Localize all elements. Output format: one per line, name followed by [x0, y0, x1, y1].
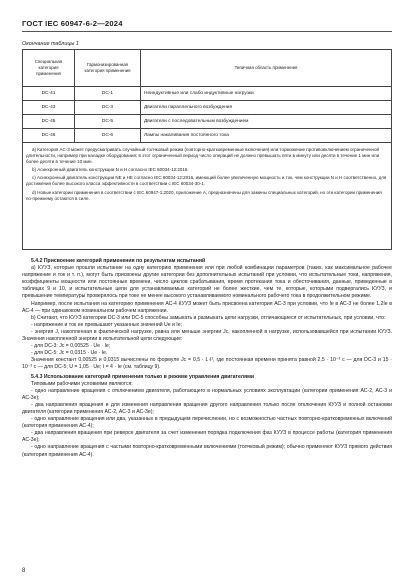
table-cell: Неиндуктивные или слабо индуктивные нагрузки — [141, 87, 392, 101]
table-note: а) Категория АС-3 может предусматривать случайный толчковый режим (повторно-кратковременные включения) или торможение противовключением ограниченной длительности, например при наладке оборудования; в этот ограниченный период число операций не должно превышать пяти в минуту или десяти в течение 1 мин или более десяти в течение 10 мин. — [26, 147, 380, 165]
table-cell: DC-1 — [75, 87, 141, 101]
table-cell: Лампы накаливания постоянного тока — [141, 129, 392, 143]
paragraph: Значения констант 0,00525 и 0,0315 вычислены по формуле Jc = 0,5 · L·I², где постоянная времени принята равной 2,5 · 10⁻³ с — для DC-3 и 15 · 10⁻³ с — для DC-5; U = 1,05 · Ue; I = 4 · Ie (см. таблицу 9). — [22, 357, 392, 371]
table-header-row — [23, 50, 392, 87]
table-note: d) Новые категории применения в соответствии с IEC 60947-1:2020, приложение А, предназначены для замены специальных категорий, но эти категории применения по-прежнему остаются в силе. — [26, 189, 382, 201]
list-item: - два направления вращения и для изменения направления вращения другого направления только после отключения КУУЗ и полной остановки двигателя (категории применения АС-2, АС-3 и АС-3е); — [22, 401, 392, 415]
list-item: - напряжение и ток не превышают указанных значений Ue и Ie; — [31, 321, 183, 328]
table-cell: DC-43 — [23, 101, 75, 115]
table-cell: DC-3 — [75, 101, 141, 115]
applications-table — [22, 49, 392, 250]
table-cell: DC-5 — [75, 115, 141, 129]
paragraph: b) Считают, что КУУЗ категории DC-3 или DC-5 способны замыкать и размыкать цепи нагрузки, отличающиеся от испытательных, при условии, что: — [31, 314, 386, 321]
table-cell: DC-41 — [23, 87, 75, 101]
paragraph: а) КУУЗ, которые прошли испытание на одну категорию применения или при любой комбинации параметров (таких, как максимальное рабочее напряжение и ток и т. п.), могут быть присвоены другие категории без дополнительных испытаний при условии, что испытательные токи, напряжения, коэффициенты мощности или постоянные времени, число циклов срабатывания, время протекания тока и обесточивания, данные, приведенные в таблицах 9 и 10, и испытательные цепи для устанавливаемых категорий не более жесткие, чем те, которые, которыми подвергались КУУЗ, и превышение температуры проверялось при токе не менее высокого устанавливаемого номинального рабочего тока в продолжительном режиме. — [22, 265, 392, 300]
list-item: - два направления вращения при реверсе двигателя за счет изменения порядка подключения фаз КУУЗ в процессе работы (категория применения АС-3е); — [22, 430, 392, 444]
table-header-cell: Специальная категория применения — [23, 50, 75, 87]
list-item: - одно направление вращения или два, указанных в предыдущем перечислении, но с возможностью частных повторно-кратковременных включений (категория применения АС-4); — [22, 416, 392, 430]
table-row — [23, 87, 392, 101]
table-row — [23, 129, 392, 143]
paragraph: Типовыми рабочими условиями являются: — [31, 380, 133, 387]
table-header-cell: Типичная область применения — [141, 50, 392, 87]
table-cell: Двигатели параллельного возбуждения — [141, 101, 392, 115]
table-continuation-label: Окончание таблицы 1 — [22, 41, 79, 47]
formula-line: - для DC-3: Jc = 0,00525 · Ue · Ie; — [31, 343, 111, 350]
table-header-cell: Гармонизированная категория применения — [75, 50, 141, 87]
table-note: b) Асинхронный двигатель конструкции N и H согласно IEC 60034-12:2016. — [32, 167, 189, 173]
table-note: c) Асинхронный двигатель конструкции NE и HE согласно IEC 60034-12:2016, имеющий более увеличенную мощность и ток, чем конструкции N и H соответственно, для достижения более высокого класса эффективности в соответствии с IEC 60034-30-1. — [26, 175, 387, 187]
table-cell: DC-46 — [23, 129, 75, 143]
paragraph: Например, после испытания на категорию применения АС-4 КУУЗ может быть присвоена категория АС-3 при условии, что Iе в АС-3 не более 1,2Iе в АС-4 — при одинаковом номинальном рабочем напряжении. — [22, 300, 392, 314]
table-cell: DC-45 — [23, 115, 75, 129]
header-rule — [22, 31, 392, 32]
section-heading: 5.4.2 Присвоение категорий применения по результатам испытаний — [31, 258, 206, 264]
list-item: - энергия J, накопленная в фактической нагрузке, равна или меньше энергии Jc, накопленной в нагрузке, использовавшейся при испытании КУУЗ. Значения накопленной энергии в испытательной цепи следующие: — [22, 328, 392, 343]
table-notes-row — [23, 143, 392, 250]
body-text — [22, 256, 392, 459]
table-cell: DC-6 — [75, 129, 141, 143]
table-row — [23, 115, 392, 129]
standard-header: ГОСТ IEC 60947-6-2—2024 — [22, 19, 123, 28]
table-cell: Двигатели с последовательным возбуждением — [141, 115, 392, 129]
list-item: - одно направление вращения с частыми повторно-кратковременными включениями (толчковый режим); обычно применяют КУУЗ прямого действия (категория применения АС-4). — [22, 444, 392, 458]
table-notes — [23, 143, 392, 250]
table-row — [23, 101, 392, 115]
page-number: 8 — [22, 568, 26, 574]
list-item: - одно направление вращения с отключением двигателя, работающего в нормальных условиях эксплуатации (категории применения АС-2, АС-3 и АС-3е); — [22, 387, 392, 401]
section-heading: 5.4.3 Использование категорий применения только в режиме управления двигателями — [31, 373, 255, 380]
formula-line: - для DC-5: Jc = 0,0315 · Ue · Ie. — [31, 350, 108, 357]
